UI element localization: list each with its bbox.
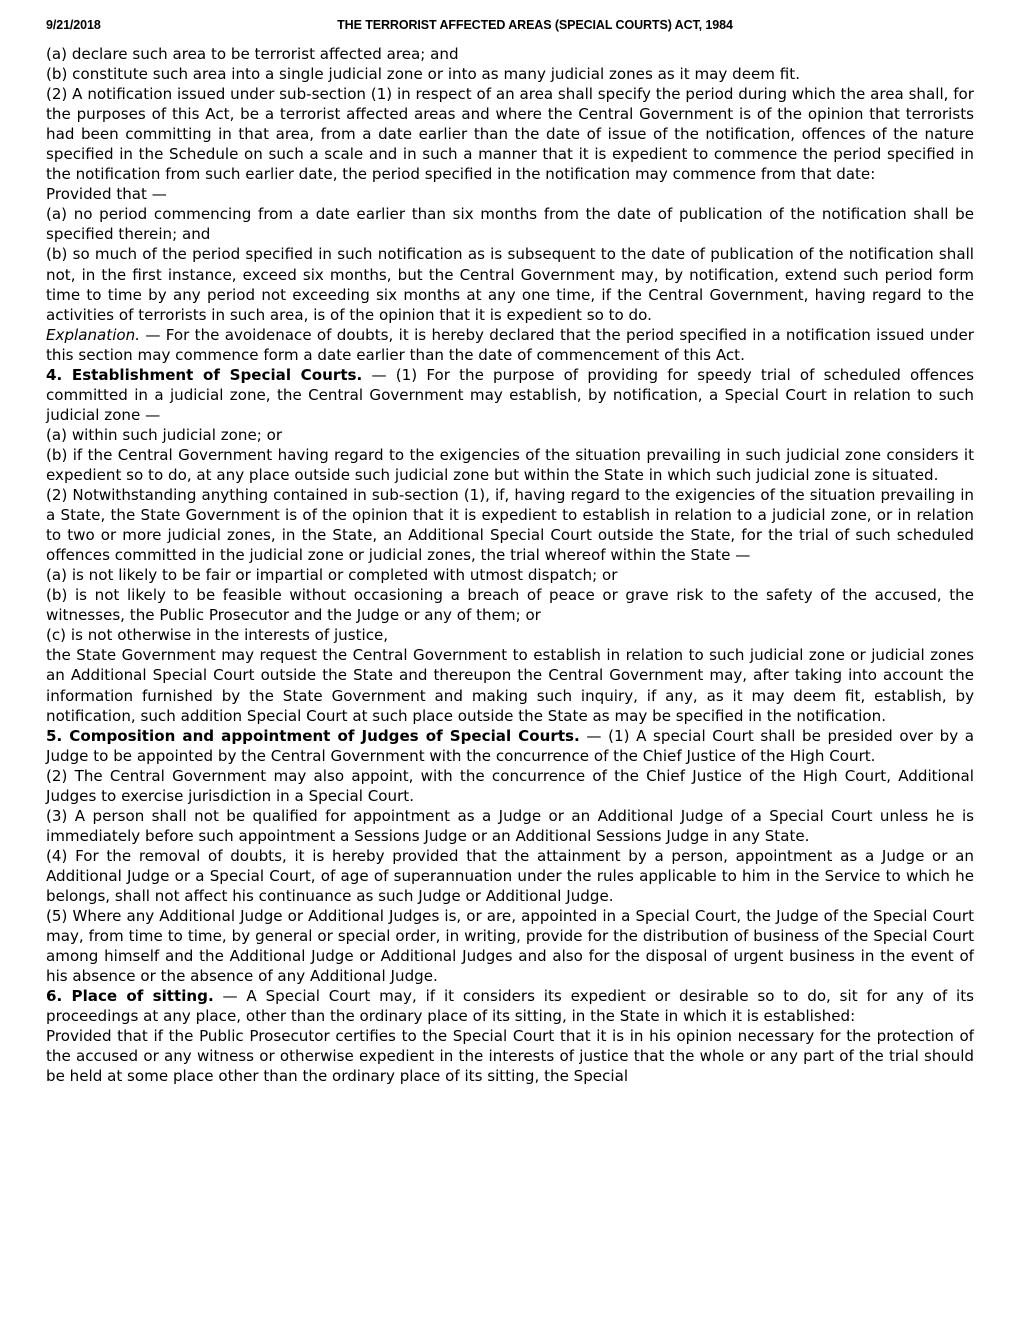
section-5-heading: 5. Composition and appointment of Judges of Special Courts. xyxy=(46,726,580,745)
paragraph-section-4-2-a: (a) is not likely to be fair or impartial or completed with utmost dispatch; or xyxy=(46,566,618,585)
paragraph-section-4-2-b: (b) is not likely to be feasible without occasioning a breach of peace or grave risk to the safety of the accused, the witnesses, the Public Prosecutor and the Judge or any of them; or xyxy=(46,586,974,625)
paragraph-section-4-2-tail: the State Government may request the Central Government to establish in relation to such judicial zone or judicial zones an Additional Special Court outside the State and thereupon the Central Government may, after taking into account the information furnished by the State Government and making such inquiry, if any, as it may deem fit, establish, by notification, such addition Special Court at such place outside the State as may be specified in the notification. xyxy=(46,646,974,725)
paragraph-section-5-3: (3) A person shall not be qualified for appointment as a Judge or an Additional Judge of a Special Court unless he is immediately before such appointment a Sessions Judge or an Additional Sessions Judge in any State. xyxy=(46,806,974,845)
paragraph-provided-that: Provided that — xyxy=(46,185,167,204)
section-6-text: — A Special Court may, if it considers its expedient or desirable so to do, sit for any of its proceedings at any place, other than the ordinary place of its sitting, in the State in which it is established: xyxy=(46,987,974,1026)
section-5-subsection-1: — (1) A special Court shall be presided over by a Judge to be appointed by the Central Government with the concurrence of the Chief Justice of the High Court. xyxy=(46,726,974,765)
paragraph-proviso-b: (b) so much of the period specified in such notification as is subsequent to the date of publication of the notification shall not, in the first instance, exceed six months, but the Central Government may, by notification, extend such period form time to time by any period not exceeding six months at any one time, if the Central Government, having regard to the activities of terrorists in such area, is of the opinion that it is expedient so to do. xyxy=(46,245,974,324)
section-4-heading: 4. Establishment of Special Courts. xyxy=(46,365,363,384)
paragraph-section-5-2: (2) The Central Government may also appoint, with the concurrence of the Chief Justice of the High Court, Additional Judges to exercise jurisdiction in a Special Court. xyxy=(46,766,974,805)
paragraph-section-4-1-a: (a) within such judicial zone; or xyxy=(46,425,283,444)
paragraph-section-4-2: (2) Notwithstanding anything contained in sub-section (1), if, having regard to the exigencies of the situation prevailing in a State, the State Government is of the opinion that it is expedient to establish in relation to a judicial zone, or in relation to two or more judicial zones, in the State, an Additional Special Court outside the State, for the trial of such scheduled offences committed in the judicial zone or judicial zones, the trial whereof within the State — xyxy=(46,486,974,565)
page-header xyxy=(46,18,974,34)
paragraph-section-5-4: (4) For the removal of doubts, it is hereby provided that the attainment by a person, appointment as a Judge or an Additional Judge or a Special Court, of age of superannuation under the rules applicable to him in the Service to which he belongs, shall not affect his continuance as such Judge or Additional Judge. xyxy=(46,846,974,905)
explanation-text: — For the avoidenace of doubts, it is hereby declared that the period specified in a notification issued under this section may commence form a date earlier than the date of commencement of this Act. xyxy=(46,325,974,364)
document-body xyxy=(46,44,974,1086)
section-6-heading: 6. Place of sitting. xyxy=(46,987,214,1006)
header-date: 9/21/2018 xyxy=(46,18,101,32)
paragraph-section-5-5: (5) Where any Additional Judge or Additional Judges is, or are, appointed in a Special Court, the Judge of the Special Court may, from time to time, by general or special order, in writing, provide for the distribution of business of the Special Court among himself and the Additional Judge or Additional Judges and also for the disposal of urgent business in the event of his absence or the absence of any Additional Judge. xyxy=(46,907,974,986)
paragraph-clause-3-1-b: (b) constitute such area into a single judicial zone or into as many judicial zones as it may deem fit. xyxy=(46,65,801,84)
paragraph-section-6-proviso: Provided that if the Public Prosecutor certifies to the Special Court that it is in his opinion necessary for the protection of the accused or any witness or otherwise expedient in the interests of justice that the whole or any part of the trial should be held at some place other than the ordinary place of its sitting, the Special xyxy=(46,1027,974,1086)
explanation-label: Explanation. xyxy=(46,325,141,344)
paragraph-proviso-a: (a) no period commencing from a date earlier than six months from the date of publication of the notification shall be specified therein; and xyxy=(46,205,974,244)
paragraph-section-4-2-c: (c) is not otherwise in the interests of justice, xyxy=(46,626,389,645)
paragraph-section-4 xyxy=(46,365,974,425)
header-act-title: THE TERRORIST AFFECTED AREAS (SPECIAL COURTS) ACT, 1984 xyxy=(337,18,733,32)
section-4-subsection-1: — (1) For the purpose of providing for speedy trial of scheduled offences committed in a judicial zone, the Central Government may establish, by notification, a Special Court in relation to such judicial zone — xyxy=(46,365,974,424)
paragraph-section-6 xyxy=(46,986,974,1026)
paragraph-clause-3-1-a: (a) declare such area to be terrorist affected area; and xyxy=(46,45,459,63)
paragraph-section-5 xyxy=(46,726,974,766)
paragraph-clause-3-2: (2) A notification issued under sub-section (1) in respect of an area shall specify the period during which the area shall, for the purposes of this Act, be a terrorist affected areas and where the Central Government is of the opinion that terrorists had been committing in that area, from a date earlier than the date of issue of the notification, offences of the nature specified in the Schedule on such a scale and in such a manner that it is expedient to commence the period specified in the notification from such earlier date, the period specified in the notification may commence from that date: xyxy=(46,85,974,184)
paragraph-explanation xyxy=(46,325,974,365)
paragraph-section-4-1-b: (b) if the Central Government having regard to the exigencies of the situation prevailing in such judicial zone considers it expedient so to do, at any place outside such judicial zone but within the State in which such judicial zone is situated. xyxy=(46,445,974,484)
